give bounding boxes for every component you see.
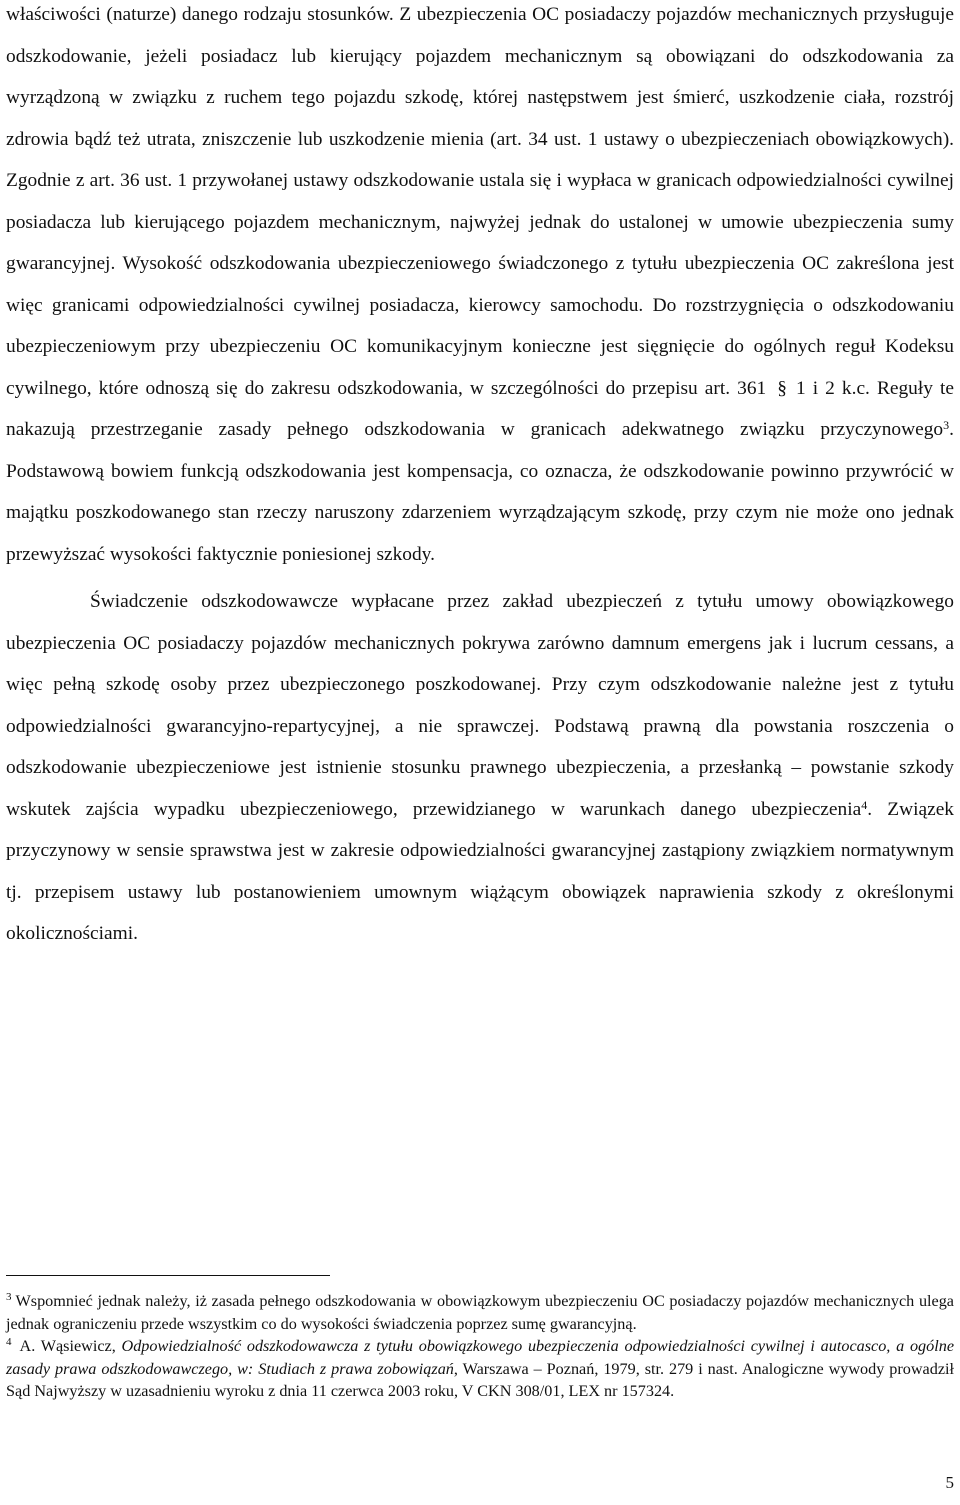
paragraph-1-text-a: właściwości (naturze) danego rodzaju stosunków. Z ubezpieczenia OC posiadaczy pojazdów mechanicznych przysługuje odszkodowanie, jeżeli posiadacz lub kierujący pojazdem mechanicznym są obowiązani do odszkodowania za wyrządzoną w związku z ruchem tego pojazdu szkodę, której następstwem jest śmierć, uszkodzenie ciała, rozstrój zdrowia bądź też utrata, zniszczenie lub uszkodzenie mienia (art. 34 ust. 1 ustawy o ubezpieczeniach obowiązkowych). Zgodnie z art. 36 ust. 1 przywołanej ustawy odszkodowanie ustala się i wypłaca w granicach odpowiedzialności cywilnej posiadacza lub kierującego pojazdem mechanicznym, najwyżej jednak do ustalonej w umowie ubezpieczenia sumy gwarancyjnej. Wysokość odszkodowania ubezpieczeniowego świadczonego z tytułu ubezpieczenia OC zakreślona jest więc granicami odpowiedzialności cywilnej posiadacza, kierowcy samochodu. Do rozstrzygnięcia o odszkodowaniu ubezpieczeniowym przy ubezpieczeniu OC komunikacyjnym konieczne jest sięgnięcie do ogólnych reguł Kodeksu cywilnego, które odnoszą się do zakresu odszkodowania, w szczególności do przepisu art. 361: [6, 4, 954, 399]
footnote-text: Wspomnieć jednak należy, iż zasada pełnego odszkodowania w obowiązkowym ubezpieczeniu OC posiadaczy pojazdów mechanicznych ulega jednak ograniczeniu przede wszystkim co do wysokości świadczenia poprzez sumę gwarancyjną.: [6, 1292, 954, 1333]
footnote-number: 3: [6, 1291, 12, 1303]
body-paragraph-2: [6, 581, 954, 955]
footnote-3: [6, 1290, 954, 1335]
page-number: 5: [945, 1473, 954, 1492]
footnote-ref-4[interactable]: 4: [861, 797, 868, 812]
document-page: [6, 0, 954, 955]
footnote-4: [6, 1335, 954, 1403]
footnote-book-title: Odpowiedzialność odszkodowawcza z tytułu obowiązkowego ubezpieczenia odpowiedzialności cywilnej i autocasco, a ogólne zasady prawa odszkodowawczego, w: Studiach z prawa zobowiązań: [6, 1337, 955, 1378]
section-sign: §: [777, 377, 787, 399]
footnote-separator: [6, 1275, 330, 1276]
paragraph-2-text-b: . Związek przyczynowy w sensie sprawstwa jest w zakresie odpowiedzialności gwarancyjnej zastąpiony związkiem normatywnym tj. przepisem ustawy lub postanowieniem umownym wiążącym obowiązek naprawienia szkody z określonymi okolicznościami.: [6, 798, 954, 944]
paragraph-2-text-a: Świadczenie odszkodowawcze wypłacane przez zakład ubezpieczeń z tytułu umowy obowiązkowego ubezpieczenia OC posiadaczy pojazdów mechanicznych pokrywa zarówno damnum emergens jak i lucrum cessans, a więc pełną szkodę osoby przez ubezpieczonego poszkodowanej. Przy czym odszkodowanie należne jest z tytułu odpowiedzialności gwarancyjno-repartycyjnej, a nie sprawczej. Podstawą prawną dla powstania roszczenia o odszkodowanie ubezpieczeniowe jest istnienie stosunku prawnego ubezpieczenia, a przesłanką – powstanie szkody wskutek zajścia wypadku ubezpieczeniowego, przewidzianego w warunkach danego ubezpieczenia: [6, 591, 954, 820]
footnote-text: , Warszawa – Poznań, 1979, str. 279 i nast. Analogiczne wywody prowadził Sąd Najwyższy w uzasadnieniu wyroku z dnia 11 czerwca 2003 roku, V CKN 308/01, LEX nr 157324.: [6, 1359, 954, 1401]
paragraph-1-text-c: . Podstawową bowiem funkcją odszkodowania jest kompensacja, co oznacza, że odszkodowanie powinno przywrócić w majątku poszkodowanego stan rzeczy naruszony zdarzeniem wyrządzającym szkodę, przy czym nie może ono jednak przewyższać wysokości faktycznie poniesionej szkody.: [6, 419, 954, 565]
paragraph-1-text-b: 1 i 2 k.c. Reguły te nakazują przestrzeganie zasady pełnego odszkodowania w granicach adekwatnego związku przyczynowego: [6, 377, 954, 440]
footnote-number: 4: [6, 1336, 12, 1349]
footnote-ref-3[interactable]: 3: [943, 418, 950, 432]
footnotes-section: [6, 1290, 954, 1403]
body-paragraph-1: [6, 0, 954, 575]
footnote-author: A. Wąsiewicz,: [19, 1337, 116, 1356]
